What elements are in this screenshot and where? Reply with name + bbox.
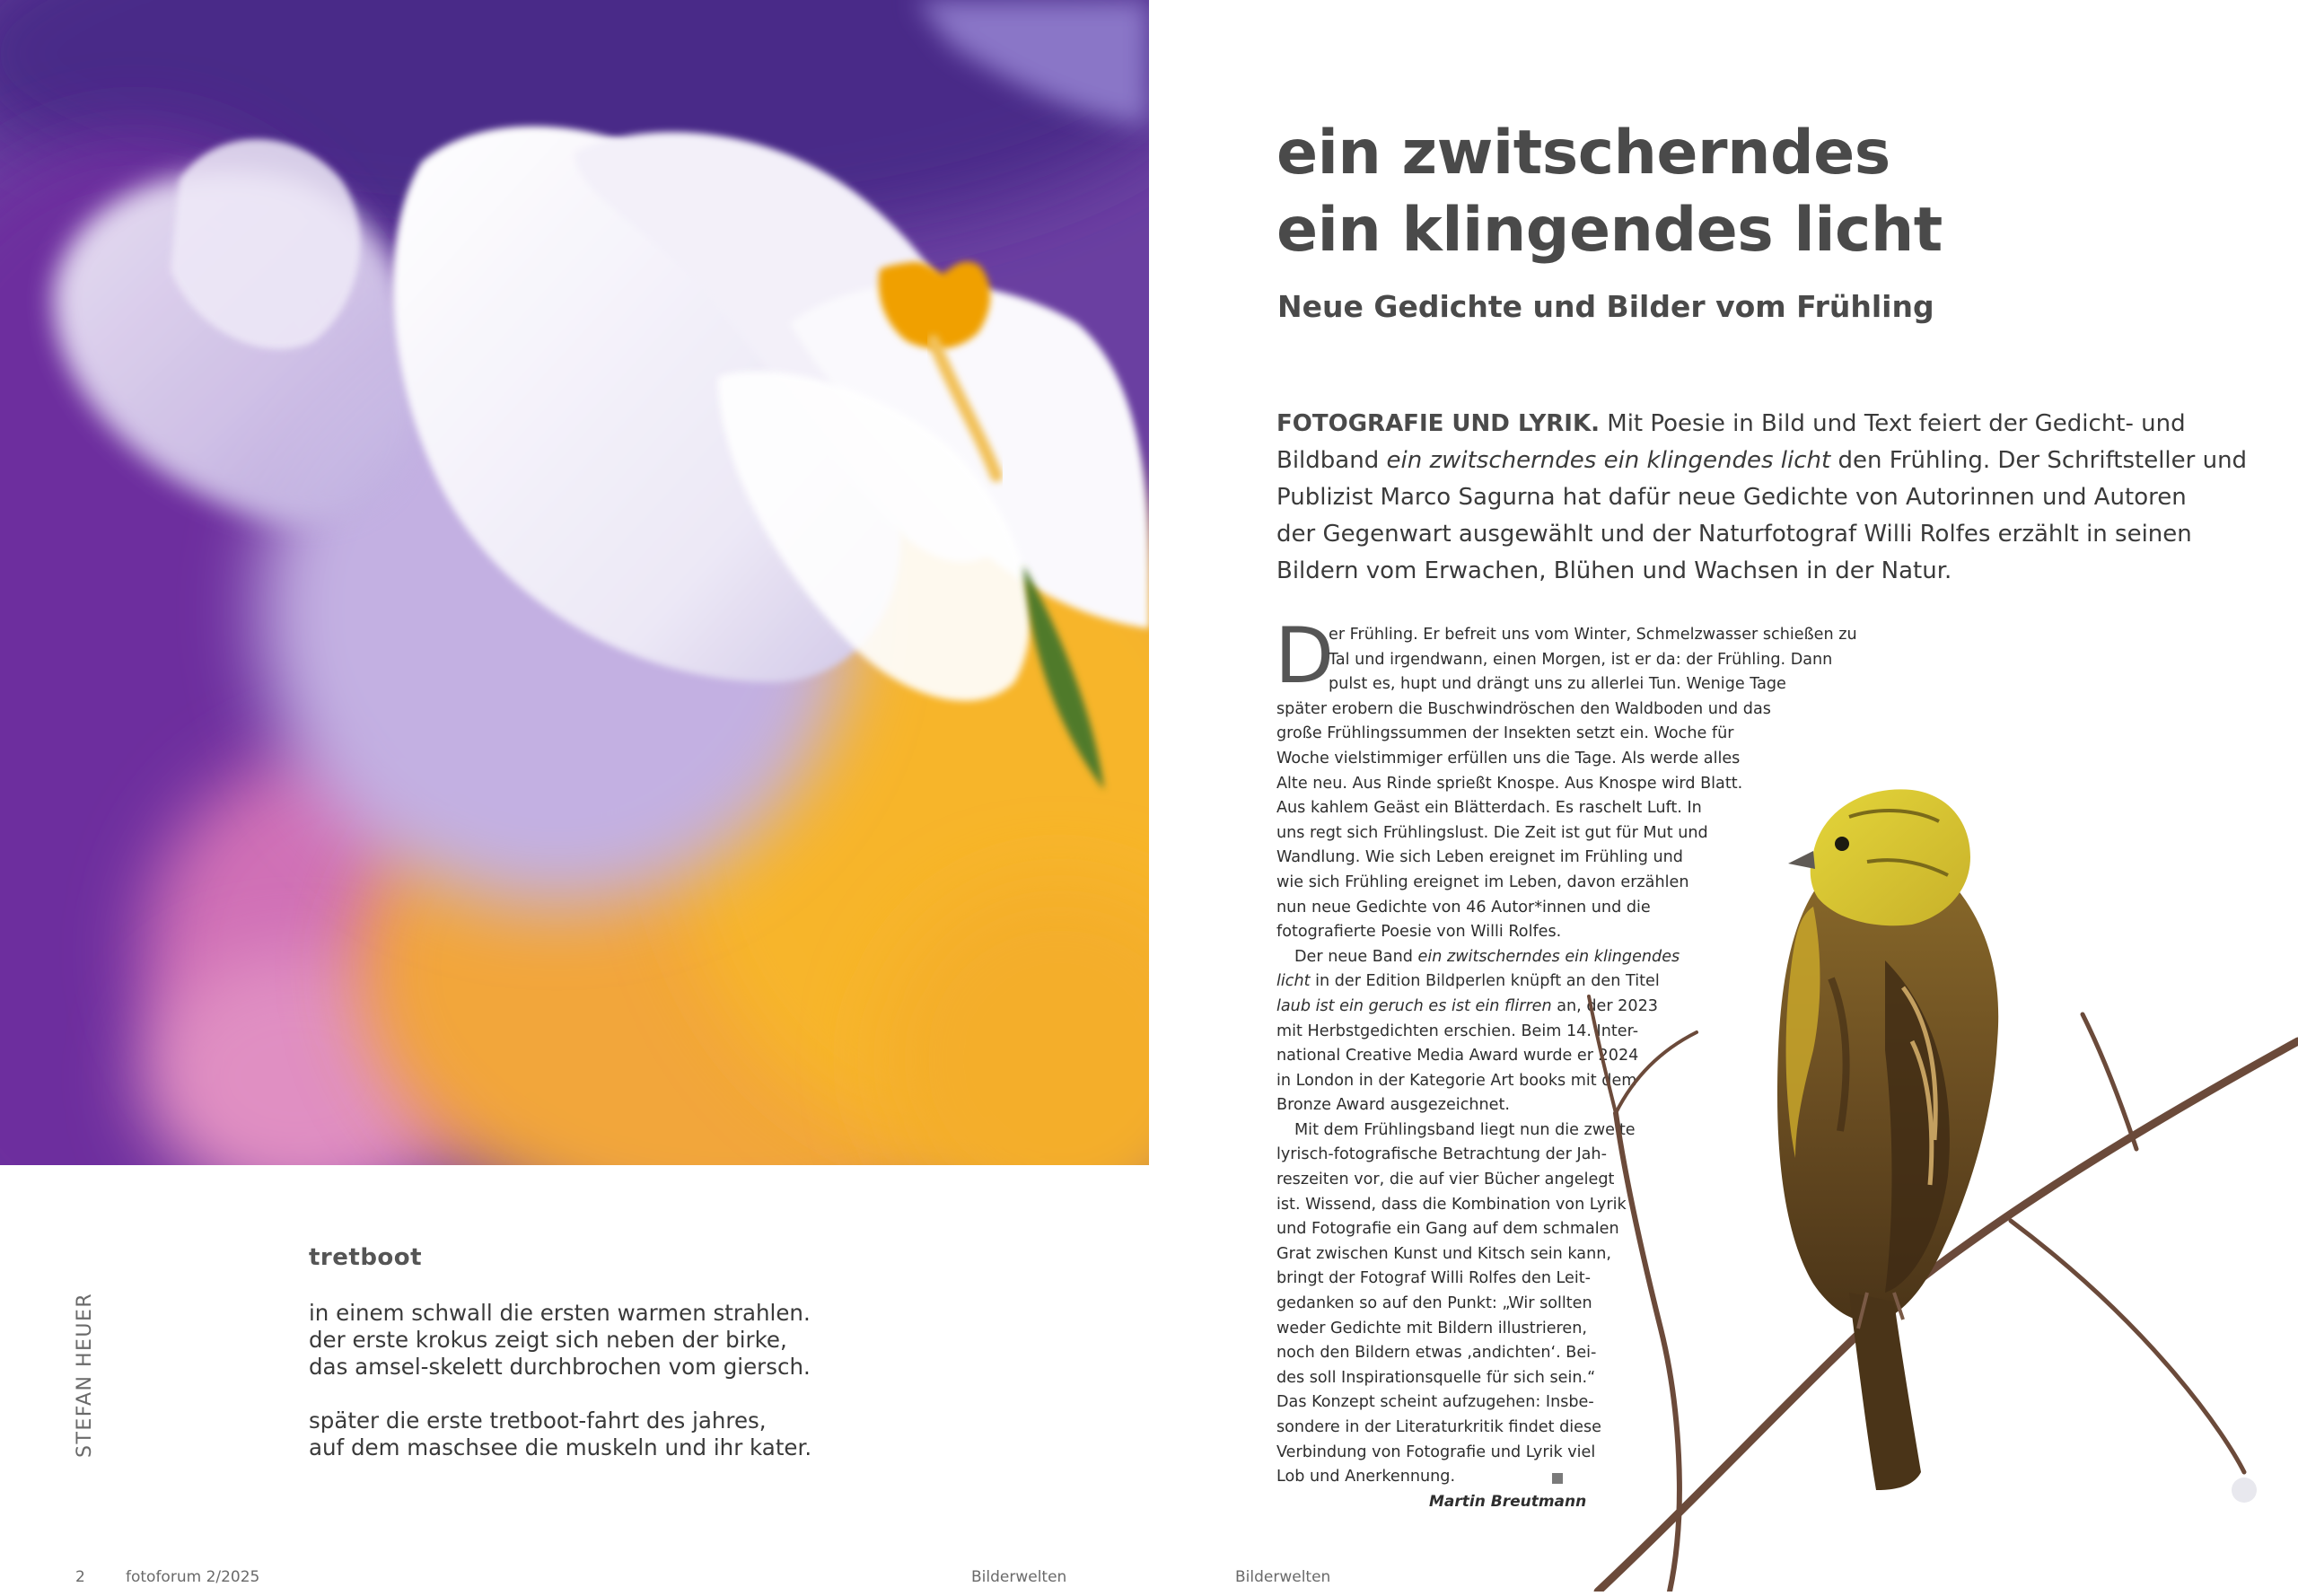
body-line: sondere in der Literaturkritik findet diese (1276, 1418, 1601, 1436)
body-line: Verbindung von Fotografie und Lyrik viel (1276, 1443, 1596, 1461)
lead-text: Bildband (1276, 447, 1387, 474)
body-line: später erobern die Buschwindröschen den Waldboden und das (1276, 699, 1771, 718)
book-title: ein zwitscherndes ein klingendes licht (1386, 447, 1831, 474)
body-line: Grat zwischen Kunst und Kitsch sein kann, (1276, 1244, 1611, 1263)
book-title: licht (1276, 972, 1311, 991)
lead-line: Publizist Marco Sagurna hat dafür neue Gedichte von Autorinnen und Autoren (1276, 484, 2187, 511)
poem-text (309, 1300, 811, 1488)
body-line: wie sich Frühling ereignet im Leben, davon erzählen (1276, 873, 1689, 891)
article-author: Martin Breutmann (1429, 1493, 1587, 1511)
lead-line: Bildern vom Erwachen, Blühen und Wachsen in der Natur. (1276, 557, 1952, 584)
body-line: gedanken so auf den Punkt: „Wir sollten (1276, 1294, 1592, 1313)
page-number: 2 (75, 1568, 85, 1586)
lead-text: Mit Poesie in Bild und Text feiert der Gedicht- und (1600, 410, 2186, 437)
poem-line: das amsel-skelett durchbrochen vom giersch. (309, 1354, 811, 1380)
lead-line (1276, 443, 2248, 479)
body-line: er Frühling. Er befreit uns vom Winter, Schmelzwasser schießen zu (1329, 626, 1857, 644)
article-subhead: Neue Gedichte und Bilder vom Frühling (1277, 289, 1934, 324)
book-title: ein zwitscherndes ein klingendes (1417, 947, 1680, 966)
magazine-issue: fotoforum 2/2025 (126, 1568, 260, 1586)
body-line: in London in der Kategorie Art books mit dem (1276, 1071, 1637, 1090)
body-line: große Frühlingssummen der Insekten setzt ein. Woche für (1276, 724, 1734, 743)
body-line: mit Herbstgedichten erschien. Beim 14. Inter- (1276, 1022, 1639, 1040)
section-label-right: Bilderwelten (1235, 1568, 1331, 1586)
body-text-run: Der neue Band (1294, 947, 1418, 966)
poet-name: STEFAN HEUER (74, 1292, 96, 1458)
article-headline (1276, 115, 1943, 269)
body-line: ist. Wissend, dass die Kombination von Lyrik (1276, 1195, 1627, 1214)
body-line: Tal und irgendwann, einen Morgen, ist er da: der Frühling. Dann (1329, 650, 1833, 669)
lead-kicker: FOTOGRAFIE UND LYRIK. (1276, 410, 1601, 437)
poem-line: in einem schwall die ersten warmen strahlen. (309, 1300, 811, 1326)
yellowhammer-photo (1526, 754, 2298, 1592)
body-line: Alte neu. Aus Rinde sprießt Knospe. Aus Knospe wird Blatt. (1276, 774, 1743, 793)
body-line: und Fotografie ein Gang auf dem schmalen (1276, 1220, 1619, 1239)
lead-paragraph (1276, 406, 2248, 590)
lead-line: der Gegenwart ausgewählt und der Naturfotograf Willi Rolfes erzählt in seinen (1276, 521, 2192, 548)
body-line: nun neue Gedichte von 46 Autor*innen und die (1276, 898, 1651, 916)
body-line: Wandlung. Wie sich Leben ereignet im Frühling und (1276, 848, 1683, 867)
body-line: reszeiten vor, die auf vier Bücher angelegt (1276, 1171, 1615, 1189)
body-line: uns regt sich Frühlingslust. Die Zeit ist gut für Mut und (1276, 823, 1708, 842)
poem-title: tretboot (309, 1244, 423, 1271)
headline-line: ein klingendes licht (1276, 195, 1943, 266)
poem-line: später die erste tretboot-fahrt des jahres, (309, 1407, 767, 1434)
body-line: national Creative Media Award wurde er 2024 (1276, 1047, 1639, 1065)
drop-cap: D (1275, 611, 1335, 701)
body-line: fotografierte Poesie von Willi Rolfes. (1276, 923, 1562, 942)
lead-line (1276, 406, 2186, 443)
body-line: weder Gedichte mit Bildern illustrieren, (1276, 1319, 1587, 1337)
poem-stanza (309, 1407, 811, 1461)
body-line: pulst es, hupt und drängt uns zu allerlei Tun. Wenige Tage (1329, 675, 1786, 694)
poem-stanza (309, 1300, 811, 1381)
poem-line: auf dem maschsee die muskeln und ihr kater. (309, 1434, 812, 1460)
headline-line: ein zwitscherndes (1276, 118, 1890, 189)
body-line: Lob und Anerkennung. (1276, 1468, 1456, 1486)
body-line: bringt der Fotograf Willi Rolfes den Leit- (1276, 1269, 1592, 1288)
book-title: laub ist ein geruch es ist ein flirren (1276, 996, 1552, 1015)
body-line: lyrisch-fotografische Betrachtung der Jah- (1276, 1145, 1607, 1164)
body-line: Das Konzept scheint aufzugehen: Insbe- (1276, 1393, 1594, 1412)
crocus-photo (0, 0, 1149, 1165)
body-text-run: in der Edition Bildperlen knüpft an den Titel (1310, 972, 1660, 991)
lead-text: den Frühling. Der Schriftsteller und (1830, 447, 2248, 474)
section-label-left: Bilderwelten (971, 1568, 1067, 1586)
body-line: des soll Inspirationsquelle für sich sein.“ (1276, 1368, 1596, 1387)
body-line: Woche vielstimmiger erfüllen uns die Tage. Als werde alles (1276, 749, 1741, 767)
body-line: Aus kahlem Geäst ein Blätterdach. Es raschelt Luft. In (1276, 799, 1702, 818)
body-line: noch den Bildern etwas ‚andichten‘. Bei- (1276, 1344, 1597, 1363)
body-line: Bronze Award ausgezeichnet. (1276, 1096, 1510, 1115)
poem-line: der erste krokus zeigt sich neben der birke, (309, 1327, 787, 1353)
body-line: Mit dem Frühlingsband liegt nun die zweite (1294, 1120, 1636, 1139)
body-text-run: an, der 2023 (1551, 996, 1658, 1015)
